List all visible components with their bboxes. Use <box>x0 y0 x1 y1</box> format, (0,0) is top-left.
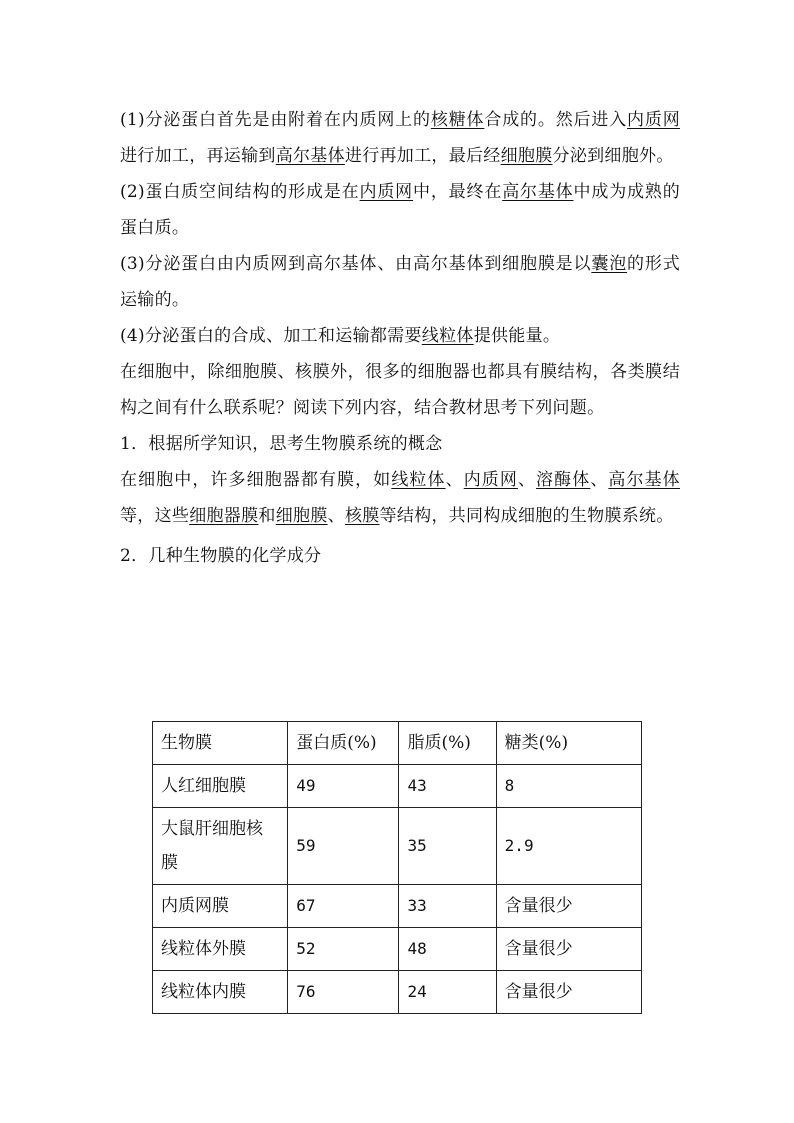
table-cell: 含量很少 <box>496 971 641 1014</box>
table-cell: 内质网膜 <box>153 885 288 928</box>
answer-mitochondria: 线粒体 <box>391 470 446 490</box>
table-cell: 线粒体内膜 <box>153 971 288 1014</box>
table-cell: 含量很少 <box>496 885 641 928</box>
table-row <box>153 971 642 1014</box>
table-cell: 48 <box>399 928 496 971</box>
table-row <box>153 765 642 808</box>
table-cell: 8 <box>496 765 641 808</box>
table-cell: 2.9 <box>496 808 641 885</box>
table-cell: 人红细胞膜 <box>153 765 288 808</box>
table-header-cell: 脂质(%) <box>399 722 496 765</box>
answer-vesicle: 囊泡 <box>591 254 628 274</box>
table-cell: 49 <box>288 765 399 808</box>
table-header-cell: 糖类(%) <box>496 722 641 765</box>
paragraph-5: 在细胞中，除细胞膜、核膜外，很多的细胞器也都具有膜结构，各类膜结构之间有什么联系呢？阅读下列内容，结合教材思考下列问题。 <box>120 362 680 418</box>
table-cell: 43 <box>399 765 496 808</box>
answer-golgi: 高尔基体 <box>502 182 574 202</box>
table-cell: 含量很少 <box>496 928 641 971</box>
answer-er: 内质网 <box>627 110 680 130</box>
table-cell: 59 <box>288 808 399 885</box>
answer-lysosome: 溶酶体 <box>536 470 591 490</box>
table-header-cell: 蛋白质(%) <box>288 722 399 765</box>
answer-golgi: 高尔基体 <box>275 146 345 166</box>
answer-mitochondria: 线粒体 <box>421 326 474 346</box>
table-cell: 67 <box>288 885 399 928</box>
table-cell: 33 <box>399 885 496 928</box>
section-heading-1: 1．根据所学知识，思考生物膜系统的概念 <box>120 434 443 454</box>
table-row <box>153 928 642 971</box>
table-cell: 35 <box>399 808 496 885</box>
answer-cell-membrane: 细胞膜 <box>500 146 553 166</box>
table-header-row <box>153 722 642 765</box>
membrane-composition-table <box>152 721 642 1014</box>
paragraph-4: (4)分泌蛋白的合成、加工和运输都需要线粒体提供能量。 <box>120 326 561 346</box>
table-cell: 24 <box>399 971 496 1014</box>
paragraph-6: 在细胞中，许多细胞器都有膜，如线粒体、内质网、溶酶体、高尔基体等，这些细胞器膜和细胞膜、核膜等结构，共同构成细胞的生物膜系统。 <box>120 470 680 526</box>
paragraph-1: (1)分泌蛋白首先是由附着在内质网上的核糖体合成的。然后进入内质网进行加工，再运输到高尔基体进行再加工，最后经细胞膜分泌到细胞外。 <box>120 110 680 166</box>
answer-golgi: 高尔基体 <box>608 470 680 490</box>
paragraph-2: (2)蛋白质空间结构的形成是在内质网中，最终在高尔基体中成为成熟的蛋白质。 <box>120 182 680 238</box>
table-row <box>153 885 642 928</box>
answer-cell-membrane: 细胞膜 <box>275 506 328 526</box>
table-cell: 52 <box>288 928 399 971</box>
answer-er: 内质网 <box>463 470 518 490</box>
table-row <box>153 808 642 885</box>
answer-organelle-membrane: 细胞器膜 <box>189 506 259 526</box>
answer-ribosome: 核糖体 <box>430 110 485 130</box>
section-heading-2: 2．几种生物膜的化学成分 <box>120 546 322 566</box>
answer-nuclear-membrane: 核膜 <box>344 506 380 526</box>
answer-er: 内质网 <box>359 182 414 202</box>
paragraph-3: (3)分泌蛋白由内质网到高尔基体、由高尔基体到细胞膜是以囊泡的形式运输的。 <box>120 254 680 310</box>
table-header-cell: 生物膜 <box>153 722 288 765</box>
table-cell: 大鼠肝细胞核膜 <box>153 808 288 885</box>
document-body <box>120 102 680 574</box>
table-cell: 线粒体外膜 <box>153 928 288 971</box>
table-cell: 76 <box>288 971 399 1014</box>
